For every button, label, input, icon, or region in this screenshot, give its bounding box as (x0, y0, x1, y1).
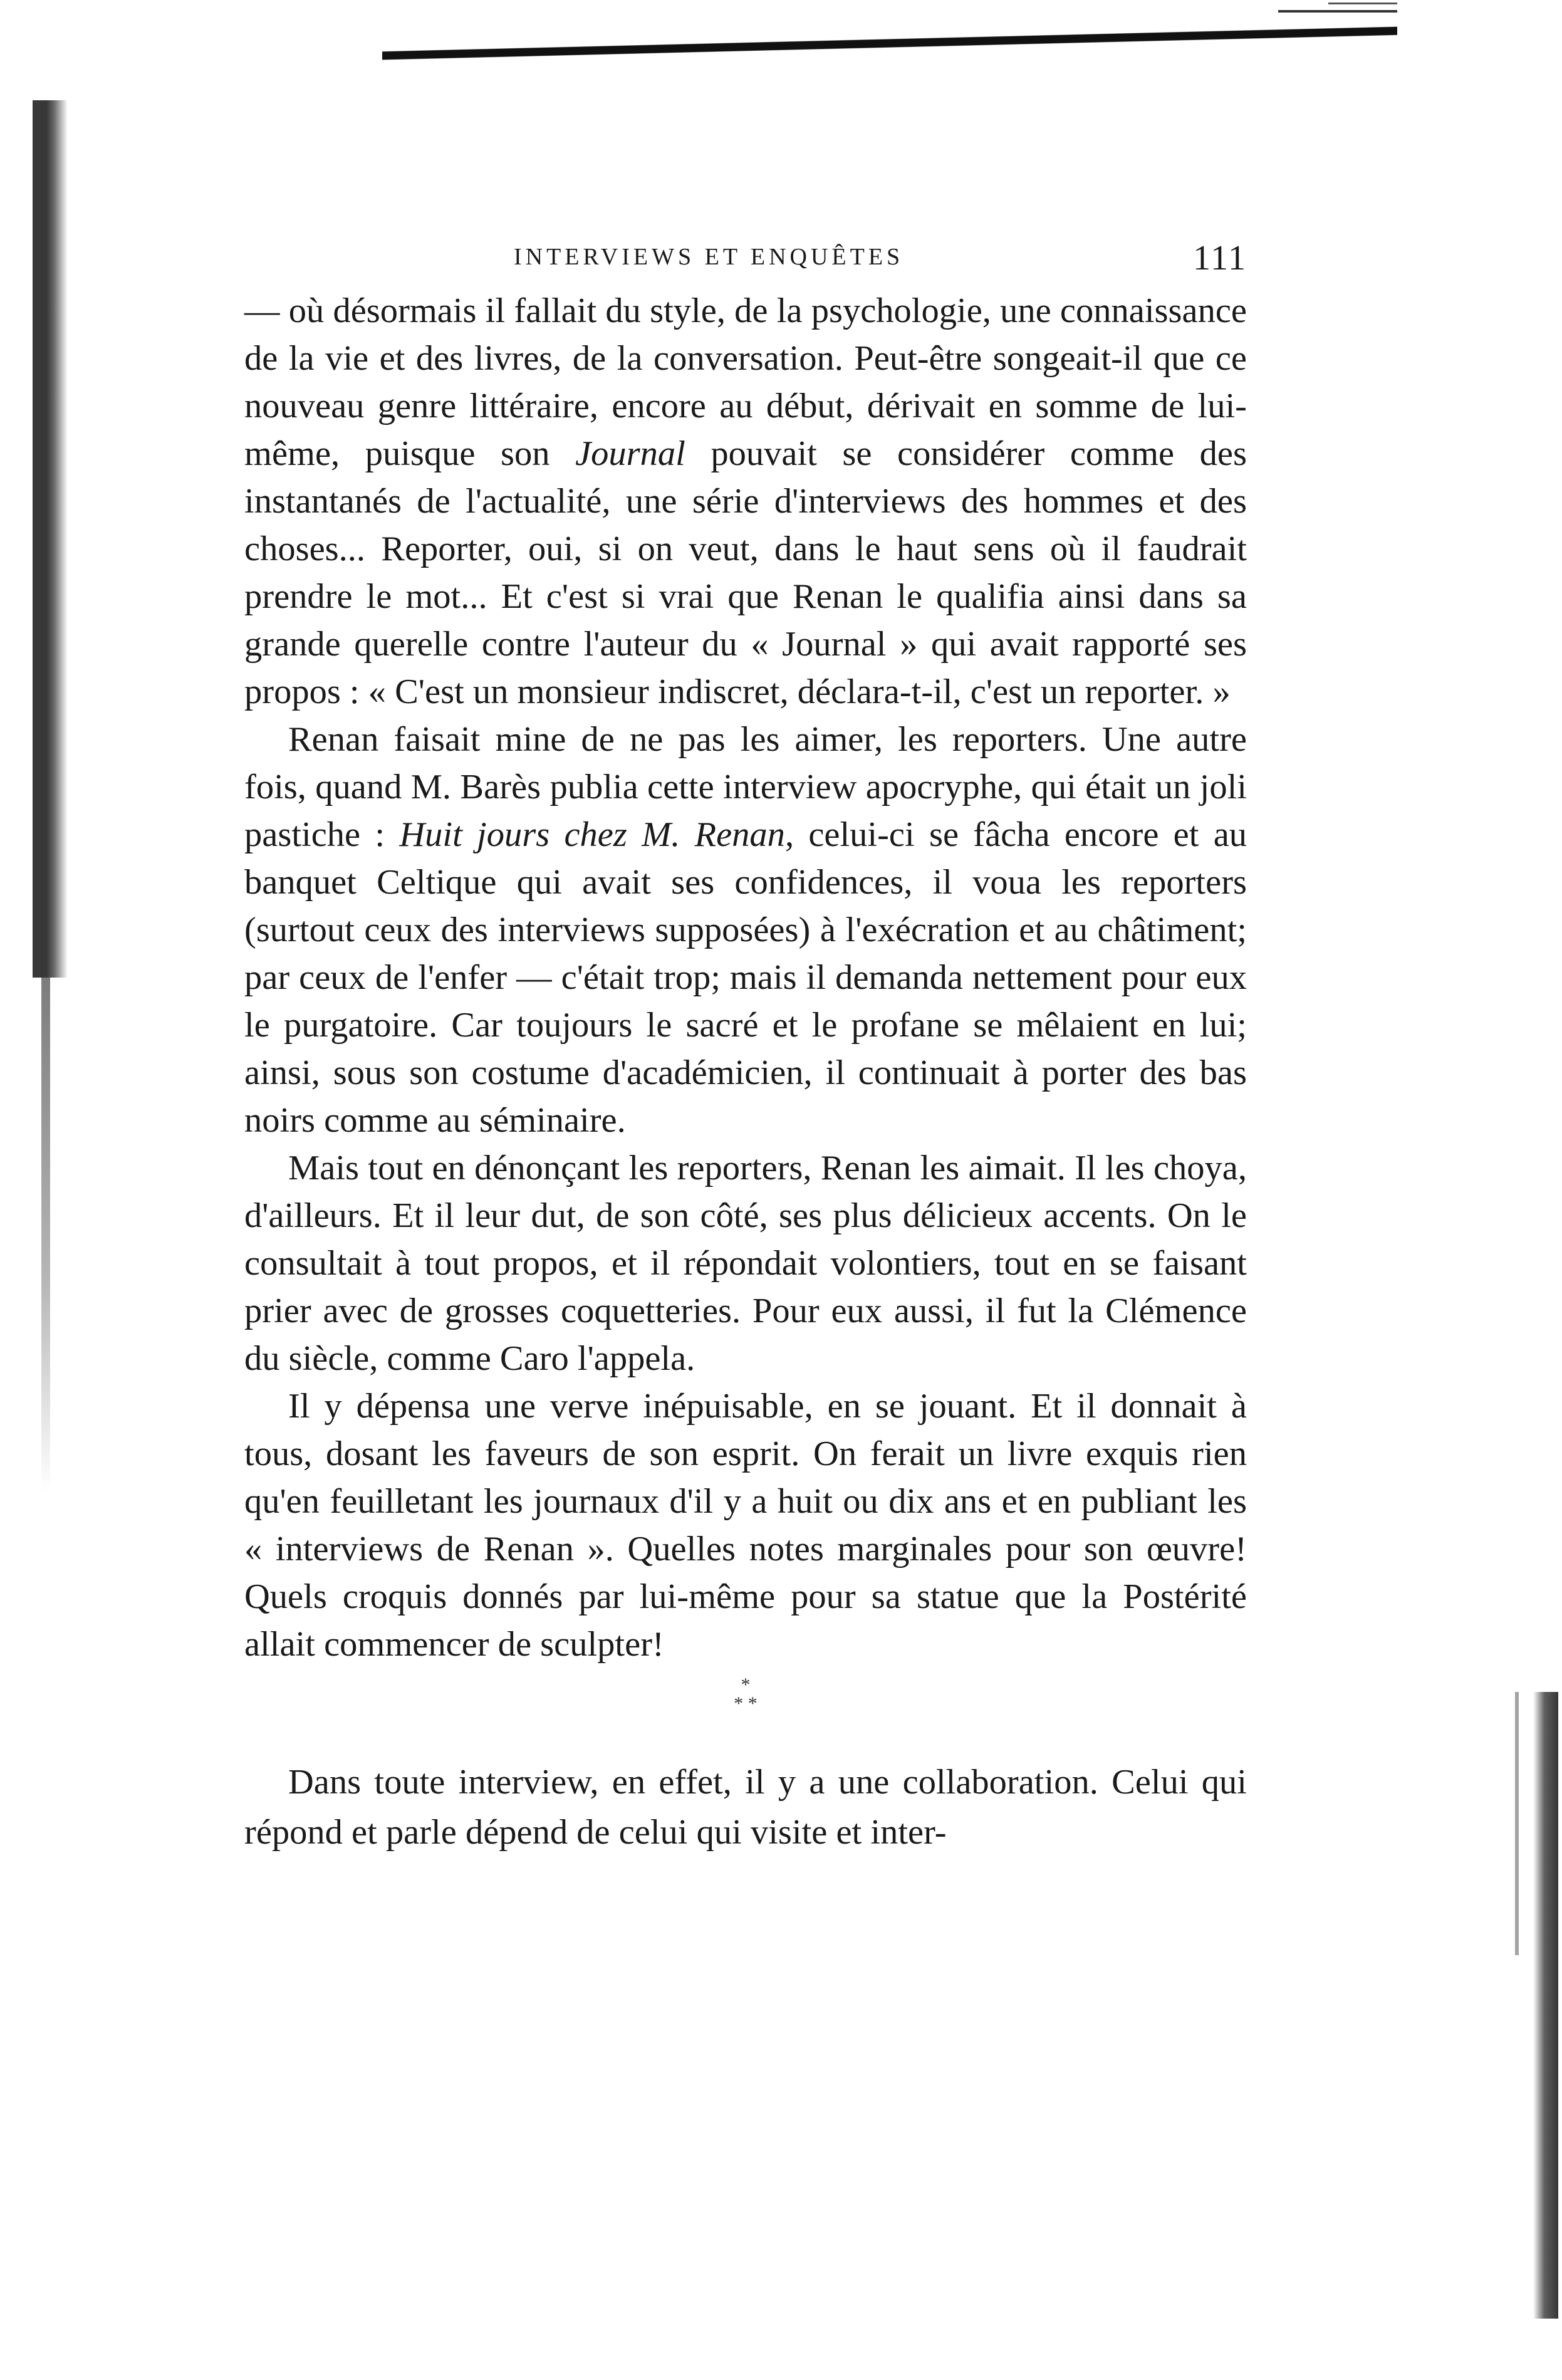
paragraph (244, 287, 1247, 716)
paragraph (244, 1144, 1247, 1382)
text-segment: Il y dépensa une verve inépuisable, en se jouant. Et il donnait à tous, dosant les faveurs de son esprit. On ferait un livre exquis rien qu'en feuilletant les journaux d'il y a huit ou dix ans et en publiant les « interviews de Renan ». Quelles notes marginales pour son œuvre! Quels croquis donnés par lui-même pour sa statue que la Postérité allait commencer de sculpter! (244, 1387, 1247, 1664)
text-segment: , celui-ci se fâcha encore et au banquet Celtique qui avait ses confidences, il voua les reporters (surtout ceux des interviews supposées) à l'exécration et au châtiment; par ceux de l'enfer — c'était trop; mais il demanda nettement pour eux le purgatoire. Car toujours le sacré et le profane se mêlaient en lui; ainsi, sous son costume d'académicien, il continuait à porter des bas noirs comme au séminaire. (244, 815, 1247, 1140)
text-segment: Mais tout en dénonçant les reporters, Renan les aimait. Il les choya, d'ailleurs. Et il leur dut, de son côté, ses plus délicieux accents. On le consultait à tout propos, et il répondait volontiers, tout en se faisant prier avec de grosses coquetteries. Pour eux aussi, il fut la Clémence du siècle, comme Caro l'appela. (244, 1149, 1247, 1378)
text-segment: pouvait se considérer comme des instantanés de l'actualité, une série d'interviews des hommes et des choses... Reporter, oui, si on veut, dans le haut sens où il faudrait prendre le mot... Et c'est si vrai que Renan le qualifia ainsi dans sa grande querelle contre l'auteur du « Journal » qui avait rapporté ses propos : « C'est un monsieur indiscret, déclara-t-il, c'est un reporter. » (244, 434, 1247, 711)
separator-top: * (741, 1674, 751, 1695)
book-page (244, 238, 1247, 1857)
scan-edge-top (382, 23, 1397, 61)
scan-edge-left (33, 100, 68, 978)
separator-bottom: * * (734, 1693, 758, 1714)
page-number: 111 (1193, 239, 1247, 278)
italic-title: Huit jours chez M. Renan (399, 815, 785, 854)
text-segment: Renan faisait mine de ne pas les aimer, les reporters. Une autre fois, quand M. Barès publia cette interview apocryphe, qui était un joli pastiche : (244, 720, 1247, 854)
scan-edge-top-line (1278, 10, 1397, 13)
italic-title: Journal (575, 434, 685, 473)
scan-edge-top-line (1328, 3, 1397, 4)
scan-edge-right (1533, 1692, 1558, 2319)
scan-edge-right (1515, 1692, 1519, 1955)
paragraph (244, 716, 1247, 1144)
body-text (244, 287, 1247, 1668)
section-separator (244, 1676, 1247, 1745)
running-title: INTERVIEWS ET ENQUÊTES (514, 244, 904, 270)
running-header (244, 238, 1247, 276)
paragraph (244, 1382, 1247, 1668)
paragraph: Dans toute interview, en effet, il y a une collaboration. Celui qui répond et parle dépend de celui qui visite et inter- (244, 1763, 1247, 1852)
text-segment: — où désormais il fallait du style, de la psychologie, une connaissance de la vie et des livres, de la conversation. Peut-être songeait-il que ce nouveau genre littéraire, encore au début, dérivait en somme de lui-même, puisque son (244, 291, 1247, 473)
final-text (244, 1757, 1247, 1857)
scan-edge-left (41, 978, 50, 1491)
